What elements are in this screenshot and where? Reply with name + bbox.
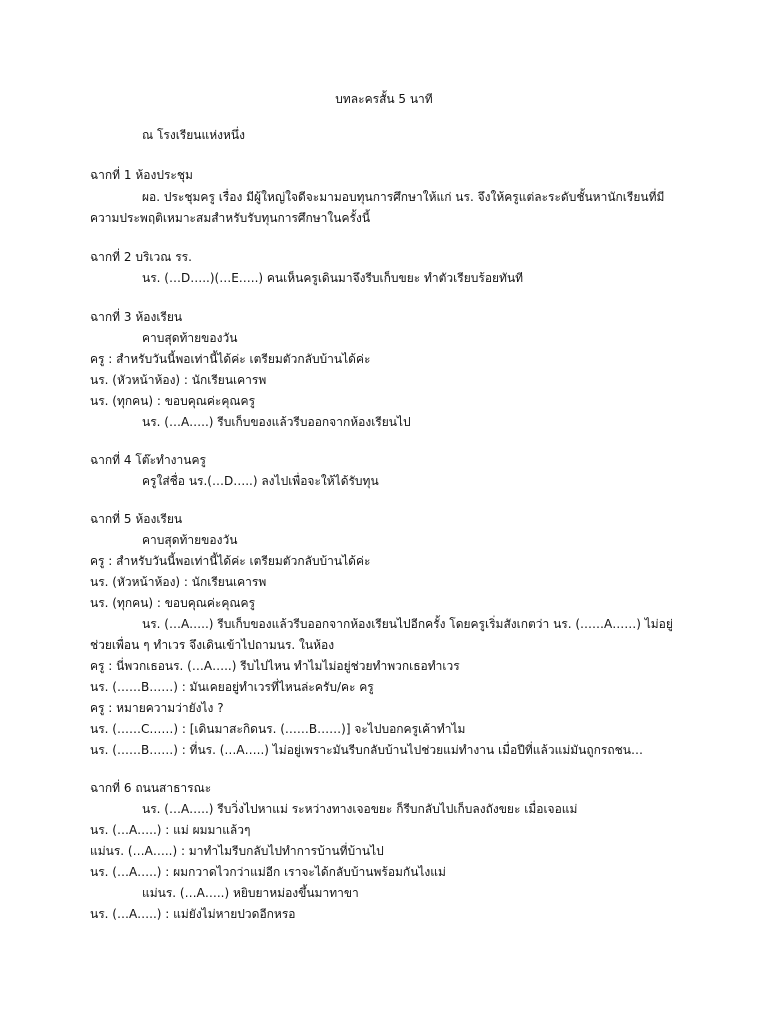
script-line: ผอ. ประชุมครู เรื่อง มีผู้ใหญ่ใจดีจะมามอบทุนการศึกษาให้แก่ นร. จึงให้ครูแต่ละระดับชั้นหานักเรียนที่มี [142,190,665,204]
script-line: คาบสุดท้ายของวัน [142,533,238,547]
script-line: นร. (ทุกคน) : ขอบคุณค่ะคุณครู [90,394,256,408]
script-line: แม่นร. (…A…..) : มาทำไมรีบกลับไปทำการบ้านที่บ้านไป [90,844,384,858]
script-line: นร. (…A…..) : แม่ ผมมาแล้วๆ [90,823,251,837]
script-line: ครู : หมายความว่ายังไง ? [90,701,224,715]
scene-heading: ฉากที่ 1 ห้องประชุม [90,168,193,182]
script-line: แม่นร. (…A…..) หยิบยาหม่องขึ้นมาทาขา [142,886,359,900]
script-line: นร. (…A…..) รีบวิ่งไปหาแม่ ระหว่างทางเจอขยะ ก็รีบกลับไปเก็บลงถังขยะ เมื่อเจอแม่ [142,802,578,816]
scene-heading: ฉากที่ 6 ถนนสาธารณะ [90,781,212,795]
script-line: นร. (…D…..)(…E…..) คนเห็นครูเดินมาจึงรีบเก็บขยะ ทำตัวเรียบร้อยทันที [142,271,524,285]
scene-heading: ฉากที่ 2 บริเวณ รร. [90,250,192,264]
script-line: นร. (…A…..) รีบเก็บของแล้วรีบออกจากห้องเรียนไปอีกครั้ง โดยครูเริ่มสังเกตว่า นร. (……A……) ไม่อยู่ [142,617,673,631]
script-line: นร. (หัวหน้าห้อง) : นักเรียนเคารพ [90,373,267,387]
script-line: นร. (……B……) : มันเคยอยู่ทำเวรที่ไหนล่ะครับ/คะ ครู [90,680,374,694]
scene-heading: ฉากที่ 3 ห้องเรียน [90,310,183,324]
scene-heading: ฉากที่ 5 ห้องเรียน [90,512,183,526]
script-line: ครู : นี่พวกเธอนร. (…A…..) รีบไปไหน ทำไมไม่อยู่ช่วยทำพวกเธอทำเวร [90,659,460,673]
setting-line: ณ โรงเรียนแห่งหนึ่ง [142,128,245,142]
script-line: คาบสุดท้ายของวัน [142,331,238,345]
script-line: นร. (ทุกคน) : ขอบคุณค่ะคุณครู [90,596,256,610]
script-line: นร. (…A…..) รีบเก็บของแล้วรีบออกจากห้องเรียนไป [142,415,411,429]
script-line: นร. (หัวหน้าห้อง) : นักเรียนเคารพ [90,575,267,589]
script-line: นร. (…A…..) : แม่ยังไม่หายปวดอีกหรอ [90,907,296,921]
script-line: ครู : สำหรับวันนี้พอเท่านี้ได้ค่ะ เตรียมตัวกลับบ้านได้ค่ะ [90,352,371,366]
document-title: บทละครสั้น 5 นาที [335,92,433,106]
script-line: ช่วยเพื่อน ๆ ทำเวร จึงเดินเข้าไปถามนร. ในห้อง [90,638,335,652]
script-line: ครูใส่ชื่อ นร.(…D…..) ลงไปเพื่อจะให้ได้รับทุน [142,474,379,488]
script-line: นร. (……C……) : [เดินมาสะกิดนร. (……B……)] จะไปบอกครูเค้าทำไม [90,722,466,736]
script-line: นร. (……B……) : ที่นร. (…A…..) ไม่อยู่เพราะมันรีบกลับบ้านไปช่วยแม่ทำงาน เมื่อปีที่แล้วแม่มันถูกรถชน… [90,743,643,757]
script-line: ความประพฤติเหมาะสมสำหรับรับทุนการศึกษาในครั้งนี้ [90,211,371,225]
script-line: นร. (…A…..) : ผมกวาดไวกว่าแม่อีก เราจะได้กลับบ้านพร้อมกันไงแม่ [90,865,446,879]
script-line: ครู : สำหรับวันนี้พอเท่านี้ได้ค่ะ เตรียมตัวกลับบ้านได้ค่ะ [90,554,371,568]
scene-heading: ฉากที่ 4 โต๊ะทำงานครู [90,453,206,467]
